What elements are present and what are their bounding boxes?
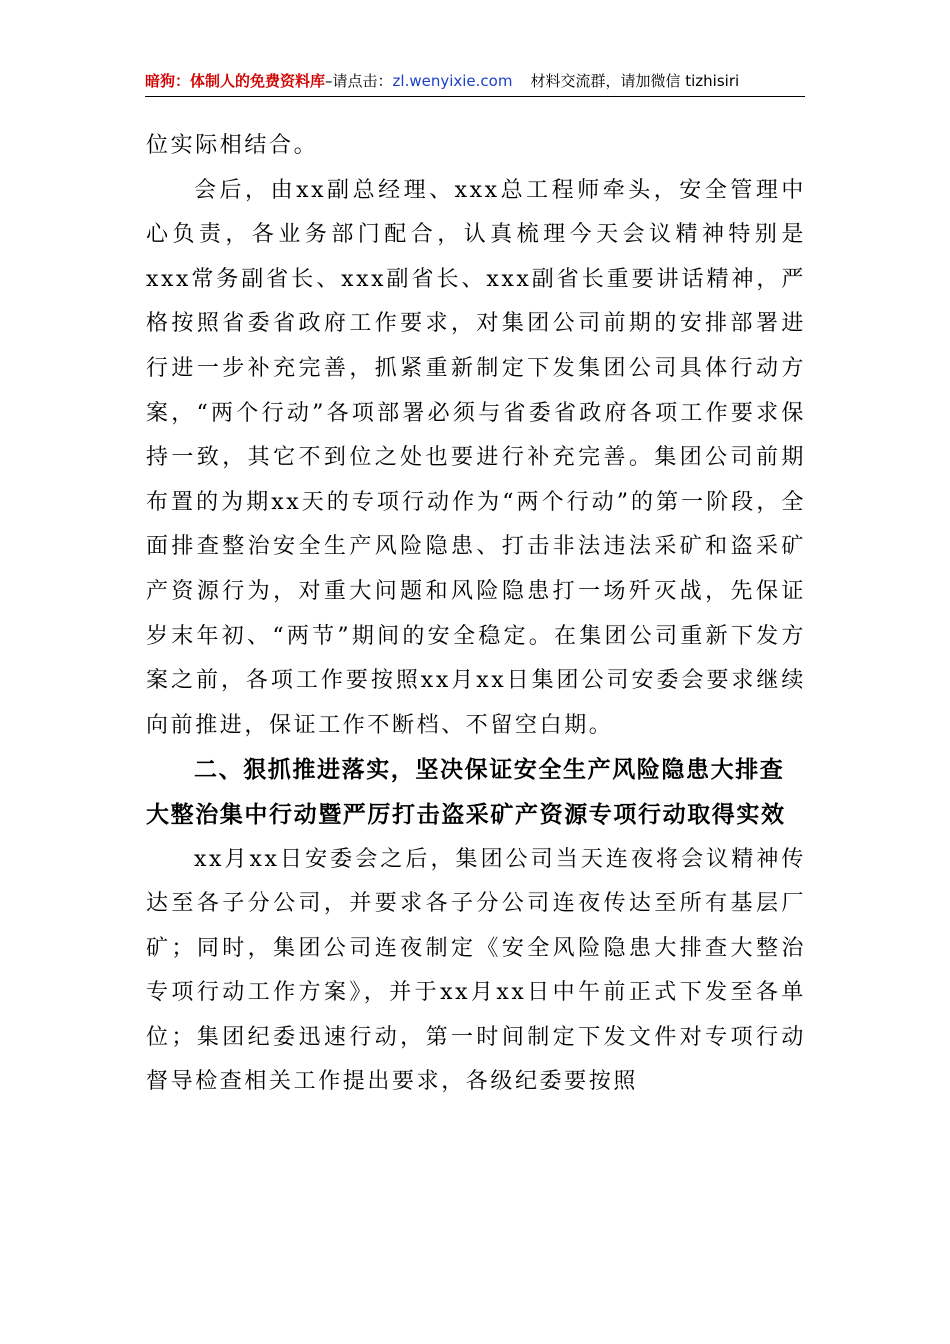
- header-url-link[interactable]: zl.wenyixie.com: [392, 72, 513, 90]
- paragraph-implementation: xx月xx日安委会之后，集团公司当天连夜将会议精神传达至各子分公司，并要求各子分公司连夜传达至所有基层厂矿；同时，集团公司连夜制定《安全风险隐患大排查大整治专项行动工作方案》，并于xx月xx日中午前正式下发至各单位；集团纪委迅速行动，第一时间制定下发文件对专项行动督导检查相关工作提出要求，各级纪委要按照: [146, 846, 806, 1095]
- paragraph-continuation: 位实际相结合。: [146, 133, 319, 158]
- header-site-name: 暗狗：体制人的免费资料库: [145, 72, 326, 90]
- page-header: [145, 68, 805, 97]
- section-heading-2: 二、狠抓推进落实，坚决保证安全生产风险隐患大排查大整治集中行动暨严厉打击盗采矿产资源专项行动取得实效: [146, 757, 786, 828]
- header-click-prefix: –请点击：: [325, 72, 393, 90]
- document-body: [146, 124, 806, 1105]
- header-wechat-note: 材料交流群，请加微信 tizhisiri: [530, 72, 740, 90]
- paragraph-meeting-followup: 会后，由xx副总经理、xxx总工程师牵头，安全管理中心负责，各业务部门配合，认真梳理今天会议精神特别是xxx常务副省长、xxx副省长、xxx副省长重要讲话精神，严格按照省委省政府工作要求，对集团公司前期的安排部署进行进一步补充完善，抓紧重新制定下发集团公司具体行动方案，“两个行动”各项部署必须与省委省政府各项工作要求保持一致，其它不到位之处也要进行补充完善。集团公司前期布置的为期xx天的专项行动作为“两个行动”的第一阶段，全面排查整治安全生产风险隐患、打击非法违法采矿和盗采矿产资源行为，对重大问题和风险隐患打一场歼灭战，先保证岁末年初、“两节”期间的安全稳定。在集团公司重新下发方案之前，各项工作要按照xx月xx日集团公司安委会要求继续向前推进，保证工作不断档、不留空白期。: [146, 177, 806, 738]
